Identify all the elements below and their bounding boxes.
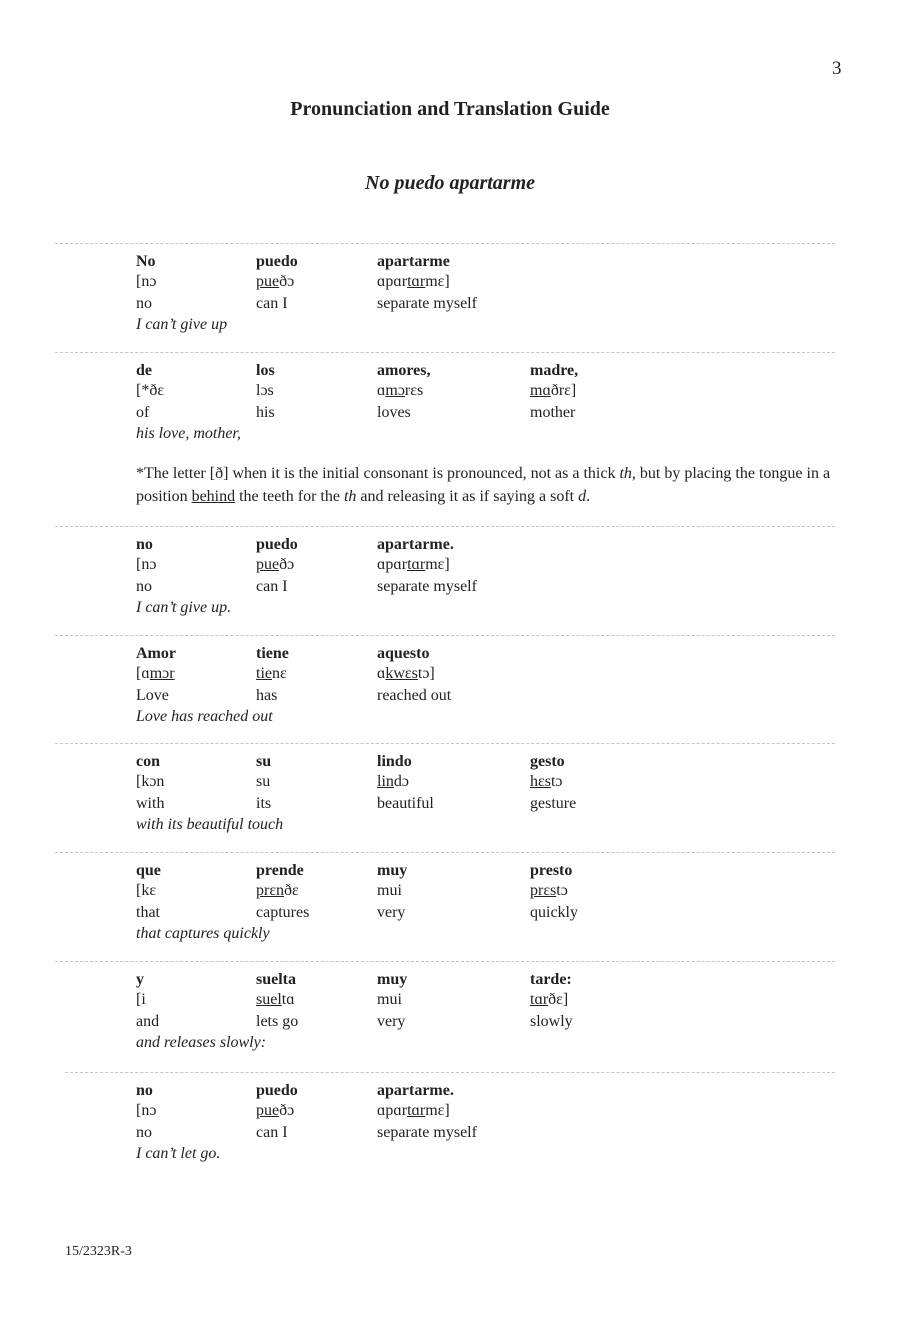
word-gloss: can I: [256, 295, 288, 312]
spanish-word: que: [136, 862, 161, 879]
verse-group: [136, 970, 836, 1055]
ipa-row: [136, 381, 836, 402]
ipa-transcription: [nɔ: [136, 1102, 157, 1119]
spanish-words-row: [136, 970, 836, 990]
ipa-transcription: pueðɔ: [256, 556, 295, 573]
ipa-transcription: pueðɔ: [256, 1102, 295, 1119]
word-gloss: gesture: [530, 795, 577, 812]
line-translation: I can’t give up.: [136, 599, 232, 616]
ipa-transcription: ɑpɑrtɑrmɛ]: [377, 273, 450, 290]
word-gloss: can I: [256, 578, 288, 595]
spanish-word: aquesto: [377, 645, 430, 662]
divider: [55, 526, 835, 527]
word-gloss: quickly: [530, 904, 578, 921]
gloss-row: [136, 1123, 836, 1144]
spanish-word: presto: [530, 862, 573, 879]
verse-group: [136, 644, 836, 729]
spanish-word: tiene: [256, 645, 289, 662]
ipa-transcription: [*ðɛ: [136, 382, 165, 399]
ipa-row: [136, 772, 836, 793]
word-gloss: very: [377, 1013, 406, 1030]
gloss-row: [136, 294, 836, 315]
ipa-transcription: su: [256, 773, 271, 790]
spanish-words-row: [136, 252, 836, 272]
divider: [55, 352, 835, 353]
gloss-row: [136, 686, 836, 707]
word-gloss: that: [136, 904, 160, 921]
ipa-transcription: hɛstɔ: [530, 773, 563, 790]
verse-group: [136, 1081, 836, 1166]
ipa-transcription: [nɔ: [136, 273, 157, 290]
spanish-word: puedo: [256, 253, 298, 270]
word-gloss: separate myself: [377, 295, 477, 312]
ipa-transcription: prɛnðɛ: [256, 882, 299, 899]
word-gloss: its: [256, 795, 272, 812]
word-gloss: no: [136, 1124, 152, 1141]
verse-group: [136, 752, 836, 837]
ipa-row: [136, 1101, 836, 1122]
ipa-transcription: ɑpɑrtɑrmɛ]: [377, 1102, 450, 1119]
word-gloss: beautiful: [377, 795, 434, 812]
word-gloss: separate myself: [377, 1124, 477, 1141]
ipa-transcription: mɑðrɛ]: [530, 382, 577, 399]
gloss-row: [136, 1012, 836, 1033]
ipa-transcription: pueðɔ: [256, 273, 295, 290]
line-translation: Love has reached out: [136, 708, 273, 725]
ipa-transcription: ɑkwɛstɔ]: [377, 665, 435, 682]
word-gloss: with: [136, 795, 165, 812]
divider: [55, 635, 835, 636]
spanish-word: puedo: [256, 1082, 298, 1099]
divider: [55, 852, 835, 853]
ipa-transcription: ɑmɔrɛs: [377, 382, 424, 399]
divider: [55, 243, 835, 244]
word-gloss: of: [136, 404, 150, 421]
word-gloss: lets go: [256, 1013, 299, 1030]
word-gloss: Love: [136, 687, 169, 704]
spanish-words-row: [136, 644, 836, 664]
word-gloss: captures: [256, 904, 310, 921]
spanish-word: apartarme: [377, 253, 450, 270]
line-translation: I can’t let go.: [136, 1145, 221, 1162]
ipa-transcription: lɔs: [256, 382, 274, 399]
word-gloss: separate myself: [377, 578, 477, 595]
pronunciation-note: *The letter [ð] when it is the initial consonant is pronounced, not as a thick th, but by placing the tongue in a position behind the teeth for the th and releasing it as if saying a soft d.: [136, 465, 831, 505]
ipa-transcription: lindɔ: [377, 773, 409, 790]
spanish-words-row: [136, 361, 836, 381]
spanish-words-row: [136, 535, 836, 555]
ipa-transcription: tɑrðɛ]: [530, 991, 569, 1008]
spanish-word: no: [136, 1082, 153, 1099]
spanish-word: muy: [377, 971, 408, 988]
gloss-row: [136, 794, 836, 815]
spanish-word: suelta: [256, 971, 296, 988]
footer-code: 15/2323R-3: [65, 1244, 132, 1259]
line-translation: his love, mother,: [136, 425, 241, 442]
word-gloss: no: [136, 295, 152, 312]
spanish-words-row: [136, 1081, 836, 1101]
ipa-transcription: [ɑmɔr: [136, 665, 175, 682]
ipa-row: [136, 272, 836, 293]
divider: [55, 743, 835, 744]
spanish-word: y: [136, 971, 144, 988]
word-gloss: can I: [256, 1124, 288, 1141]
spanish-word: puedo: [256, 536, 298, 553]
ipa-transcription: ɑpɑrtɑrmɛ]: [377, 556, 450, 573]
word-gloss: reached out: [377, 687, 452, 704]
song-title: No puedo apartarme: [365, 172, 535, 194]
spanish-word: No: [136, 253, 156, 270]
spanish-word: lindo: [377, 753, 412, 770]
spanish-words-row: [136, 861, 836, 881]
spanish-word: Amor: [136, 645, 176, 662]
gloss-row: [136, 577, 836, 598]
line-translation: I can’t give up: [136, 316, 228, 333]
line-translation: and releases slowly:: [136, 1034, 267, 1051]
verse-group: [136, 861, 836, 946]
ipa-transcription: mui: [377, 991, 402, 1008]
page-title: Pronunciation and Translation Guide: [290, 98, 610, 120]
divider: [65, 1072, 835, 1073]
spanish-word: apartarme.: [377, 536, 454, 553]
word-gloss: very: [377, 904, 406, 921]
ipa-row: [136, 555, 836, 576]
spanish-word: con: [136, 753, 160, 770]
word-gloss: his: [256, 404, 275, 421]
spanish-words-row: [136, 752, 836, 772]
word-gloss: and: [136, 1013, 160, 1030]
verse-group: [136, 252, 836, 337]
ipa-transcription: mui: [377, 882, 402, 899]
word-gloss: no: [136, 578, 152, 595]
spanish-word: apartarme.: [377, 1082, 454, 1099]
verse-group: [136, 535, 836, 620]
word-gloss: mother: [530, 404, 576, 421]
ipa-transcription: tienɛ: [256, 665, 287, 682]
spanish-word: madre,: [530, 362, 579, 379]
gloss-row: [136, 903, 836, 924]
word-gloss: slowly: [530, 1013, 573, 1030]
word-gloss: has: [256, 687, 278, 704]
spanish-word: muy: [377, 862, 408, 879]
verse-group: [136, 361, 836, 446]
spanish-word: no: [136, 536, 153, 553]
word-gloss: loves: [377, 404, 411, 421]
ipa-transcription: [kɔn: [136, 773, 165, 790]
spanish-word: de: [136, 362, 152, 379]
ipa-row: [136, 990, 836, 1011]
ipa-transcription: sueltɑ: [256, 991, 295, 1008]
page-number: 3: [832, 58, 842, 79]
spanish-word: los: [256, 362, 275, 379]
ipa-transcription: prɛstɔ: [530, 882, 568, 899]
ipa-transcription: [nɔ: [136, 556, 157, 573]
ipa-row: [136, 881, 836, 902]
line-translation: with its beautiful touch: [136, 816, 284, 833]
spanish-word: amores,: [377, 362, 431, 379]
gloss-row: [136, 403, 836, 424]
ipa-row: [136, 664, 836, 685]
line-translation: that captures quickly: [136, 925, 270, 942]
spanish-word: gesto: [530, 753, 565, 770]
divider: [55, 961, 835, 962]
spanish-word: prende: [256, 862, 304, 879]
spanish-word: su: [256, 753, 272, 770]
ipa-transcription: [kɛ: [136, 882, 157, 899]
spanish-word: tarde:: [530, 971, 572, 988]
ipa-transcription: [i: [136, 991, 146, 1008]
